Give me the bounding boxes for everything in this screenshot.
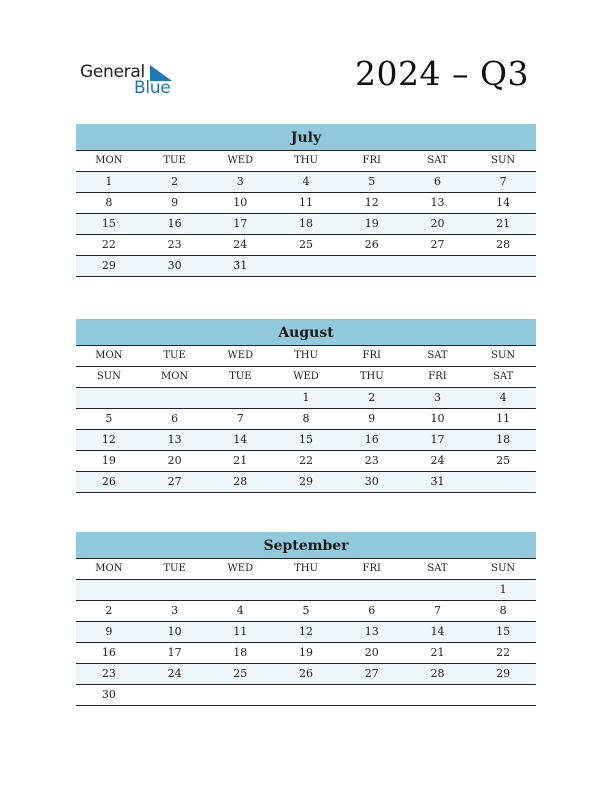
day-cell: 25 [233, 667, 248, 680]
day-cell: 7 [433, 604, 441, 617]
week-row [76, 663, 536, 684]
weekday-label: FRI [362, 563, 381, 574]
logo-text-general: General [80, 62, 145, 82]
weekday-label: MON [160, 371, 189, 382]
day-cell [76, 388, 142, 408]
day-cell [207, 388, 273, 408]
weekday-header-row [76, 345, 536, 366]
week-row [76, 192, 536, 213]
day-cell: 21 [430, 646, 445, 659]
month-title: July [76, 124, 536, 150]
week-row [76, 234, 536, 255]
day-cell [142, 388, 208, 408]
day-cell: 13 [430, 196, 445, 209]
day-cell: 5 [368, 175, 376, 188]
day-cell: 19 [101, 454, 116, 467]
weekday-label: SUN [491, 155, 516, 166]
day-cell: 26 [101, 475, 116, 488]
day-cell: 27 [364, 667, 379, 680]
day-cell: 31 [233, 259, 248, 272]
day-cell [273, 685, 339, 705]
day-cell: 17 [430, 433, 445, 446]
weekday-label: SAT [427, 155, 448, 166]
day-cell [76, 580, 142, 600]
weekday-label: SAT [427, 350, 448, 361]
weekday-label: TUE [163, 155, 186, 166]
day-cell: 8 [302, 412, 310, 425]
day-cell: 30 [167, 259, 182, 272]
weekday-label: MON [95, 350, 123, 361]
day-cell: 3 [236, 175, 244, 188]
weekday-header-row [76, 558, 536, 579]
month-title: September [76, 532, 536, 558]
day-cell: 1 [499, 583, 507, 596]
week-row [76, 408, 536, 429]
day-cell: 16 [101, 646, 116, 659]
day-cell: 18 [496, 433, 511, 446]
day-cell: 12 [364, 196, 379, 209]
logo-text-blue: Blue [134, 78, 171, 98]
day-cell: 16 [167, 217, 182, 230]
day-cell [339, 685, 405, 705]
day-cell [273, 256, 339, 276]
day-cell: 7 [499, 175, 507, 188]
weekday-label: THU [359, 371, 384, 382]
day-cell: 23 [101, 667, 116, 680]
day-cell: 1 [105, 175, 113, 188]
day-cell: 22 [299, 454, 314, 467]
weekday-label: SUN [491, 350, 516, 361]
calendar-july [76, 124, 536, 277]
weekday-label: FRI [362, 350, 381, 361]
week-row [76, 387, 536, 408]
day-cell: 19 [364, 217, 379, 230]
week-row [76, 642, 536, 663]
weekday-label: THU [294, 350, 318, 361]
day-cell: 5 [105, 412, 113, 425]
day-cell [273, 580, 339, 600]
day-cell: 25 [299, 238, 314, 251]
day-cell: 29 [101, 259, 116, 272]
day-cell: 17 [167, 646, 182, 659]
day-cell: 28 [430, 667, 445, 680]
day-cell: 24 [430, 454, 445, 467]
day-cell [142, 685, 208, 705]
day-cell: 24 [233, 238, 248, 251]
day-cell [470, 472, 536, 492]
day-cell: 9 [171, 196, 179, 209]
weekday-label: TUE [229, 371, 252, 382]
day-cell: 22 [101, 238, 116, 251]
weekday-label: WED [227, 155, 254, 166]
day-cell: 15 [496, 625, 511, 638]
weekday-label: THU [294, 155, 318, 166]
weekday-label: FRI [362, 155, 381, 166]
week-row [76, 621, 536, 642]
page-title: 2024 – Q3 [354, 54, 529, 93]
week-row [76, 213, 536, 234]
day-cell [405, 685, 471, 705]
day-cell [405, 256, 471, 276]
day-cell: 1 [302, 391, 310, 404]
day-cell: 12 [101, 433, 116, 446]
day-cell: 11 [496, 412, 511, 425]
day-cell: 8 [105, 196, 113, 209]
day-cell: 11 [299, 196, 314, 209]
day-cell: 14 [496, 196, 511, 209]
day-cell: 21 [233, 454, 248, 467]
day-cell: 5 [302, 604, 310, 617]
day-cell: 23 [364, 454, 379, 467]
day-cell: 11 [233, 625, 248, 638]
day-cell: 2 [171, 175, 179, 188]
day-cell [470, 256, 536, 276]
week-row [76, 429, 536, 450]
day-cell: 15 [101, 217, 116, 230]
weekday-label: WED [227, 563, 254, 574]
day-cell: 10 [430, 412, 445, 425]
day-cell: 3 [171, 604, 179, 617]
weekday-label: SAT [427, 563, 448, 574]
weekday-label: SUN [96, 371, 121, 382]
day-cell: 14 [430, 625, 445, 638]
weekday-label: WED [293, 371, 319, 382]
day-cell: 23 [167, 238, 182, 251]
day-cell: 28 [496, 238, 511, 251]
week-row [76, 255, 536, 277]
day-cell: 6 [433, 175, 441, 188]
weekday-label: TUE [163, 350, 186, 361]
week-row [76, 171, 536, 192]
week-row [76, 600, 536, 621]
day-cell: 10 [233, 196, 248, 209]
day-cell: 24 [167, 667, 182, 680]
day-cell: 18 [233, 646, 248, 659]
weekday-label: TUE [163, 563, 186, 574]
day-cell: 15 [299, 433, 314, 446]
day-cell: 18 [299, 217, 314, 230]
day-cell: 22 [496, 646, 511, 659]
day-cell: 21 [496, 217, 511, 230]
day-cell [207, 580, 273, 600]
day-cell: 27 [167, 475, 182, 488]
day-cell: 20 [364, 646, 379, 659]
day-cell: 26 [364, 238, 379, 251]
day-cell: 20 [430, 217, 445, 230]
weekday-label: MON [95, 563, 123, 574]
weekday-label: SAT [493, 371, 514, 382]
month-title: August [76, 319, 536, 345]
day-cell: 26 [299, 667, 314, 680]
day-cell: 20 [167, 454, 182, 467]
day-cell [339, 580, 405, 600]
week-row [76, 450, 536, 471]
day-cell: 10 [167, 625, 182, 638]
day-cell: 9 [368, 412, 376, 425]
day-cell: 17 [233, 217, 248, 230]
weekday-header-row [76, 150, 536, 171]
day-cell: 27 [430, 238, 445, 251]
calendar-september [76, 532, 536, 706]
day-cell: 6 [368, 604, 376, 617]
day-cell: 3 [433, 391, 441, 404]
day-cell [405, 580, 471, 600]
day-cell: 29 [299, 475, 314, 488]
day-cell: 12 [299, 625, 314, 638]
weekday-label: SUN [491, 563, 516, 574]
day-cell [339, 256, 405, 276]
day-cell: 2 [368, 391, 376, 404]
day-cell [142, 580, 208, 600]
day-cell [470, 685, 536, 705]
day-cell: 8 [499, 604, 507, 617]
day-cell: 25 [496, 454, 511, 467]
day-cell [207, 685, 273, 705]
day-cell: 28 [233, 475, 248, 488]
week-row [76, 684, 536, 706]
day-cell: 7 [236, 412, 244, 425]
day-cell: 9 [105, 625, 113, 638]
weekday-label: FRI [428, 371, 447, 382]
day-cell: 4 [499, 391, 507, 404]
weekday-label: WED [227, 350, 254, 361]
weekday-label: MON [95, 155, 123, 166]
day-cell: 29 [496, 667, 511, 680]
day-cell: 4 [302, 175, 310, 188]
day-cell: 6 [171, 412, 179, 425]
day-cell: 19 [299, 646, 314, 659]
day-cell: 30 [364, 475, 379, 488]
day-cell: 2 [105, 604, 113, 617]
day-cell: 31 [430, 475, 445, 488]
day-cell: 4 [236, 604, 244, 617]
weekday-header-row [76, 366, 536, 387]
week-row [76, 471, 536, 493]
calendar-august [76, 319, 536, 493]
day-cell: 16 [364, 433, 379, 446]
day-cell: 14 [233, 433, 248, 446]
weekday-label: THU [294, 563, 318, 574]
day-cell: 13 [167, 433, 182, 446]
day-cell: 30 [101, 688, 116, 701]
generalblue-logo [80, 62, 180, 102]
day-cell: 13 [364, 625, 379, 638]
week-row [76, 579, 536, 600]
